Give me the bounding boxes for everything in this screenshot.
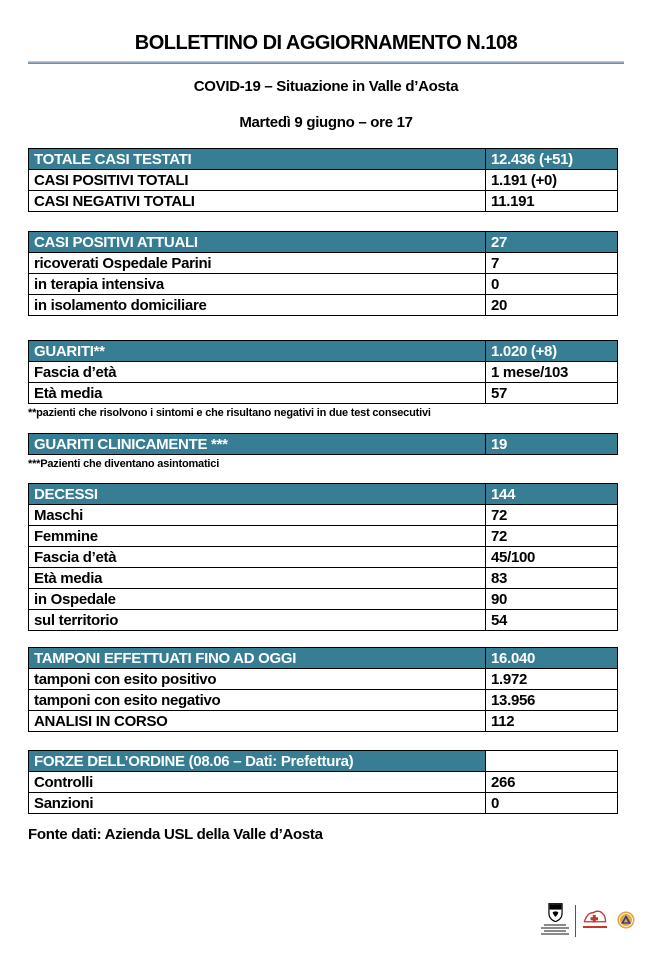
row-label: Sanzioni bbox=[29, 793, 486, 814]
row-label: sul territorio bbox=[29, 610, 486, 631]
table-row bbox=[29, 383, 618, 404]
row-label: in terapia intensiva bbox=[29, 274, 486, 295]
header-label: DECESSI bbox=[29, 484, 486, 505]
header-label: FORZE DELL’ORDINE (08.06 – Dati: Prefettura) bbox=[29, 751, 486, 772]
table-row bbox=[29, 295, 618, 316]
table-row bbox=[29, 191, 618, 212]
table-header-row bbox=[29, 484, 618, 505]
page-subtitle: COVID-19 – Situazione in Valle d’Aosta bbox=[193, 78, 459, 95]
table-row bbox=[29, 589, 618, 610]
header-value: 144 bbox=[486, 484, 618, 505]
header-label: TAMPONI EFFETTUATI FINO AD OGGI bbox=[29, 648, 486, 669]
row-value: 90 bbox=[486, 589, 618, 610]
table-row bbox=[29, 772, 618, 793]
table-row bbox=[29, 669, 618, 690]
usl-mountains-icon bbox=[583, 909, 607, 924]
table-row bbox=[29, 526, 618, 547]
protezione-civile-logo-icon bbox=[617, 911, 635, 934]
row-label: tamponi con esito negativo bbox=[29, 690, 486, 711]
header-value: 16.040 bbox=[486, 648, 618, 669]
header-value: 12.436 (+51) bbox=[486, 149, 618, 170]
table-totale-casi-testati bbox=[28, 148, 618, 212]
table-header-row bbox=[29, 434, 618, 455]
row-value: 57 bbox=[486, 383, 618, 404]
row-label: tamponi con esito positivo bbox=[29, 669, 486, 690]
table-row bbox=[29, 568, 618, 589]
footnote-guariti-clinicamente: ***Pazienti che diventano asintomatici bbox=[28, 458, 220, 470]
row-value: 20 bbox=[486, 295, 618, 316]
row-label: Età media bbox=[29, 383, 486, 404]
header-value: 27 bbox=[486, 232, 618, 253]
table-guariti-clinicamente bbox=[28, 433, 618, 455]
table-row bbox=[29, 505, 618, 526]
table-guariti bbox=[28, 340, 618, 404]
table-row bbox=[29, 690, 618, 711]
row-value: 72 bbox=[486, 505, 618, 526]
header-label: TOTALE CASI TESTATI bbox=[29, 149, 486, 170]
table-row bbox=[29, 711, 618, 732]
header-label: GUARITI** bbox=[29, 341, 486, 362]
crest-shield-icon bbox=[548, 903, 563, 922]
row-label: in Ospedale bbox=[29, 589, 486, 610]
crest-caption-lines bbox=[541, 924, 569, 935]
table-header-row bbox=[29, 751, 618, 772]
date-line: Martedì 9 giugno – ore 17 bbox=[239, 114, 413, 131]
table-decessi bbox=[28, 483, 618, 631]
title-underline bbox=[28, 61, 624, 64]
table-row bbox=[29, 274, 618, 295]
table-header-row bbox=[29, 232, 618, 253]
footer-logos bbox=[537, 903, 635, 937]
header-value: 19 bbox=[486, 434, 618, 455]
header-value-empty bbox=[486, 751, 618, 772]
header-label: CASI POSITIVI ATTUALI bbox=[29, 232, 486, 253]
footnote-guariti: **pazienti che risolvono i sintomi e che risultano negativi in due test consecutivi bbox=[28, 407, 431, 419]
row-label: ANALISI IN CORSO bbox=[29, 711, 486, 732]
row-label: Fascia d’età bbox=[29, 547, 486, 568]
row-value: 7 bbox=[486, 253, 618, 274]
table-row bbox=[29, 170, 618, 191]
row-value: 1.972 bbox=[486, 669, 618, 690]
table-row bbox=[29, 793, 618, 814]
row-value: 13.956 bbox=[486, 690, 618, 711]
table-casi-positivi-attuali bbox=[28, 231, 618, 316]
table-row bbox=[29, 253, 618, 274]
protezione-civile-emblem-icon bbox=[617, 911, 635, 929]
usl-caption-lines bbox=[583, 926, 607, 928]
row-label: Maschi bbox=[29, 505, 486, 526]
row-label: in isolamento domiciliare bbox=[29, 295, 486, 316]
row-value: 11.191 bbox=[486, 191, 618, 212]
row-label: CASI NEGATIVI TOTALI bbox=[29, 191, 486, 212]
row-value: 266 bbox=[486, 772, 618, 793]
row-value: 45/100 bbox=[486, 547, 618, 568]
table-row bbox=[29, 610, 618, 631]
row-label: Controlli bbox=[29, 772, 486, 793]
row-value: 83 bbox=[486, 568, 618, 589]
logo-divider bbox=[575, 905, 576, 937]
row-label: ricoverati Ospedale Parini bbox=[29, 253, 486, 274]
row-value: 0 bbox=[486, 274, 618, 295]
row-value: 54 bbox=[486, 610, 618, 631]
valle-daosta-coat-of-arms-icon bbox=[537, 903, 573, 935]
table-header-row bbox=[29, 341, 618, 362]
row-value: 1 mese/103 bbox=[486, 362, 618, 383]
row-label: CASI POSITIVI TOTALI bbox=[29, 170, 486, 191]
header-value: 1.020 (+8) bbox=[486, 341, 618, 362]
azienda-usl-logo-icon bbox=[581, 909, 609, 928]
data-source-line: Fonte dati: Azienda USL della Valle d’Aosta bbox=[28, 826, 323, 843]
header-label: GUARITI CLINICAMENTE *** bbox=[29, 434, 486, 455]
page-title: BOLLETTINO DI AGGIORNAMENTO N.108 bbox=[134, 32, 518, 54]
row-label: Femmine bbox=[29, 526, 486, 547]
row-value: 112 bbox=[486, 711, 618, 732]
row-value: 1.191 (+0) bbox=[486, 170, 618, 191]
table-row bbox=[29, 547, 618, 568]
table-forze-dellordine bbox=[28, 750, 618, 814]
row-value: 0 bbox=[486, 793, 618, 814]
row-value: 72 bbox=[486, 526, 618, 547]
row-label: Fascia d’età bbox=[29, 362, 486, 383]
table-row bbox=[29, 362, 618, 383]
table-tamponi bbox=[28, 647, 618, 732]
table-header-row bbox=[29, 648, 618, 669]
row-label: Età media bbox=[29, 568, 486, 589]
table-header-row bbox=[29, 149, 618, 170]
